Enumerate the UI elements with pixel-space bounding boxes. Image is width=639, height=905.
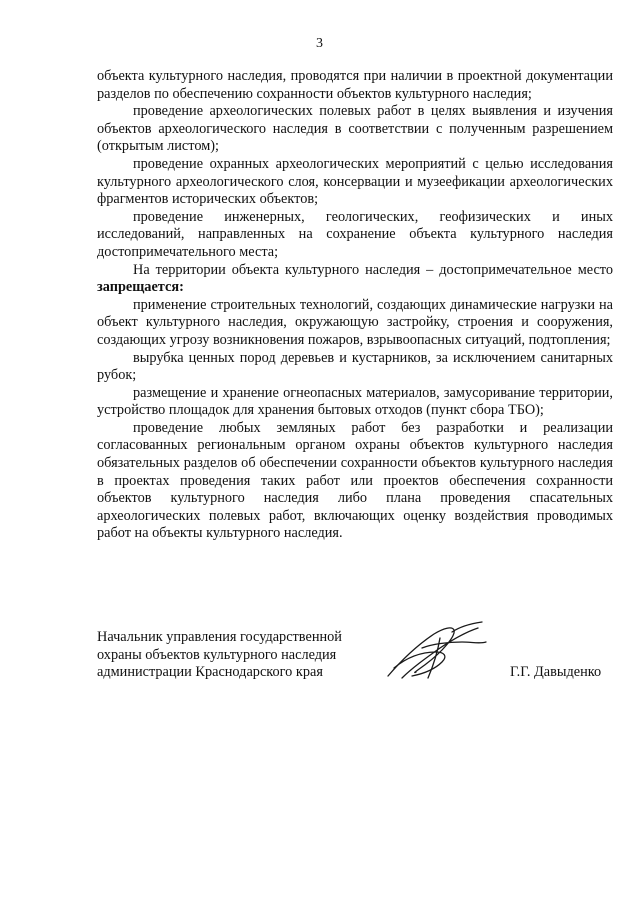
page-number: 3 [316, 36, 323, 51]
paragraph-5-text: На территории объекта культурного наследия – достопримечательное место [133, 261, 613, 278]
signatory-position [97, 629, 367, 682]
signer-name: Г.Г. Давыденко [510, 664, 602, 680]
handwritten-signature [382, 618, 492, 686]
paragraph-9: проведение любых земляных работ без разработки и реализации согласованных региональным органом охраны объектов культурного наследия обязательных разделов об обеспечении сохранности объектов культурного наследия в проектах проведения таких работ или проектов обеспечения сохранности объектов культурного наследия либо плана проведения спасательных археологических полевых работ, включающих оценку воздействия проводимых работ на объекты культурного наследия. [97, 419, 613, 542]
paragraph-7: вырубка ценных пород деревьев и кустарников, за исключением санитарных рубок; [97, 349, 613, 384]
signatory-position-line-3: администрации Краснодарского края [97, 664, 323, 681]
signatory-position-line-1: Начальник управления государственной [97, 629, 342, 645]
paragraph-5 [97, 262, 613, 297]
paragraph-8: размещение и хранение огнеопасных материалов, замусоривание территории, устройство площадок для хранения бытовых отходов (пункт сбора ТБО); [97, 384, 613, 419]
paragraph-1: объекта культурного наследия, проводятся при наличии в проектной документации разделов по обеспечению сохранности объектов культурного наследия; [97, 68, 613, 102]
prohibited-heading: запрещается: [97, 279, 184, 296]
paragraph-4: проведение инженерных, геологических, геофизических и иных исследований, направленных на сохранение объекта культурного наследия достопримечательного места; [97, 208, 613, 260]
paragraph-2: проведение археологических полевых работ в целях выявления и изучения объектов археологического наследия в соответствии с полученным разрешением (открытым листом); [97, 103, 613, 155]
paragraph-3: проведение охранных археологических мероприятий с целью исследования культурного археологического слоя, консервации и музеефикации археологических фрагментов исторических объектов; [97, 155, 613, 208]
document-body [97, 68, 613, 543]
signatory-position-line-2: охраны объектов культурного наследия [97, 646, 337, 663]
paragraph-6: применение строительных технологий, создающих динамические нагрузки на объект культурного наследия, окружающую застройку, строения и сооружения, создающих угрозу возникновения пожаров, взрывоопасных ситуаций, подтопления; [97, 296, 613, 348]
